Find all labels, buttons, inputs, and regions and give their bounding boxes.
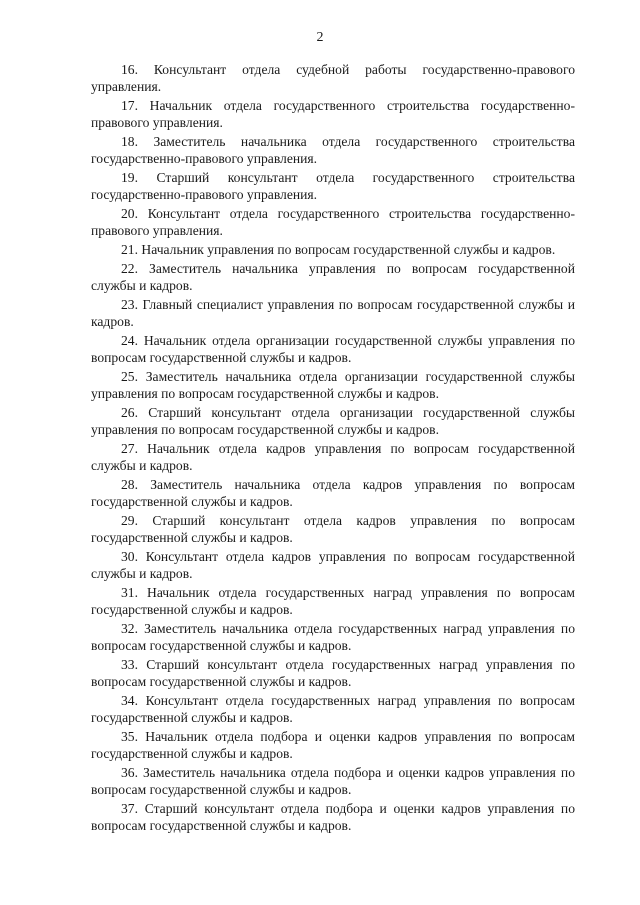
list-item: 18. Заместитель начальника отдела государственного строительства государственно-правового управления. bbox=[91, 134, 575, 166]
list-item: 30. Консультант отдела кадров управления по вопросам государственной службы и кадров. bbox=[91, 549, 575, 581]
page-number: 2 bbox=[316, 30, 324, 45]
list-item: 28. Заместитель начальника отдела кадров управления по вопросам государственной службы и кадров. bbox=[91, 477, 575, 509]
list-item: 19. Старший консультант отдела государственного строительства государственно-правового управления. bbox=[91, 170, 575, 202]
list-item: 35. Начальник отдела подбора и оценки кадров управления по вопросам государственной службы и кадров. bbox=[91, 729, 575, 761]
list-item: 16. Консультант отдела судебной работы государственно-правового управления. bbox=[91, 62, 575, 94]
list-item: 22. Заместитель начальника управления по вопросам государственной службы и кадров. bbox=[91, 261, 575, 293]
list-item: 17. Начальник отдела государственного строительства государственно-правового управления. bbox=[91, 98, 575, 130]
list-item: 34. Консультант отдела государственных наград управления по вопросам государственной службы и кадров. bbox=[91, 693, 575, 725]
list-item: 26. Старший консультант отдела организации государственной службы управления по вопросам государственной службы и кадров. bbox=[91, 405, 575, 437]
list-item: 33. Старший консультант отдела государственных наград управления по вопросам государственной службы и кадров. bbox=[91, 657, 575, 689]
list-item: 25. Заместитель начальника отдела организации государственной службы управления по вопросам государственной службы и кадров. bbox=[91, 369, 575, 401]
list-item: 27. Начальник отдела кадров управления по вопросам государственной службы и кадров. bbox=[91, 441, 575, 473]
list-item: 24. Начальник отдела организации государственной службы управления по вопросам государственной службы и кадров. bbox=[91, 333, 575, 365]
document-body bbox=[91, 61, 575, 836]
list-item: 31. Начальник отдела государственных наград управления по вопросам государственной службы и кадров. bbox=[91, 585, 575, 617]
list-item: 36. Заместитель начальника отдела подбора и оценки кадров управления по вопросам государственной службы и кадров. bbox=[91, 765, 575, 797]
list-item: 23. Главный специалист управления по вопросам государственной службы и кадров. bbox=[91, 297, 575, 329]
list-item: 32. Заместитель начальника отдела государственных наград управления по вопросам государственной службы и кадров. bbox=[91, 621, 575, 653]
list-item: 29. Старший консультант отдела кадров управления по вопросам государственной службы и кадров. bbox=[91, 513, 575, 545]
list-item: 21. Начальник управления по вопросам государственной службы и кадров. bbox=[121, 242, 556, 257]
list-item: 37. Старший консультант отдела подбора и оценки кадров управления по вопросам государственной службы и кадров. bbox=[91, 801, 575, 833]
list-item: 20. Консультант отдела государственного строительства государственно-правового управления. bbox=[91, 206, 575, 238]
